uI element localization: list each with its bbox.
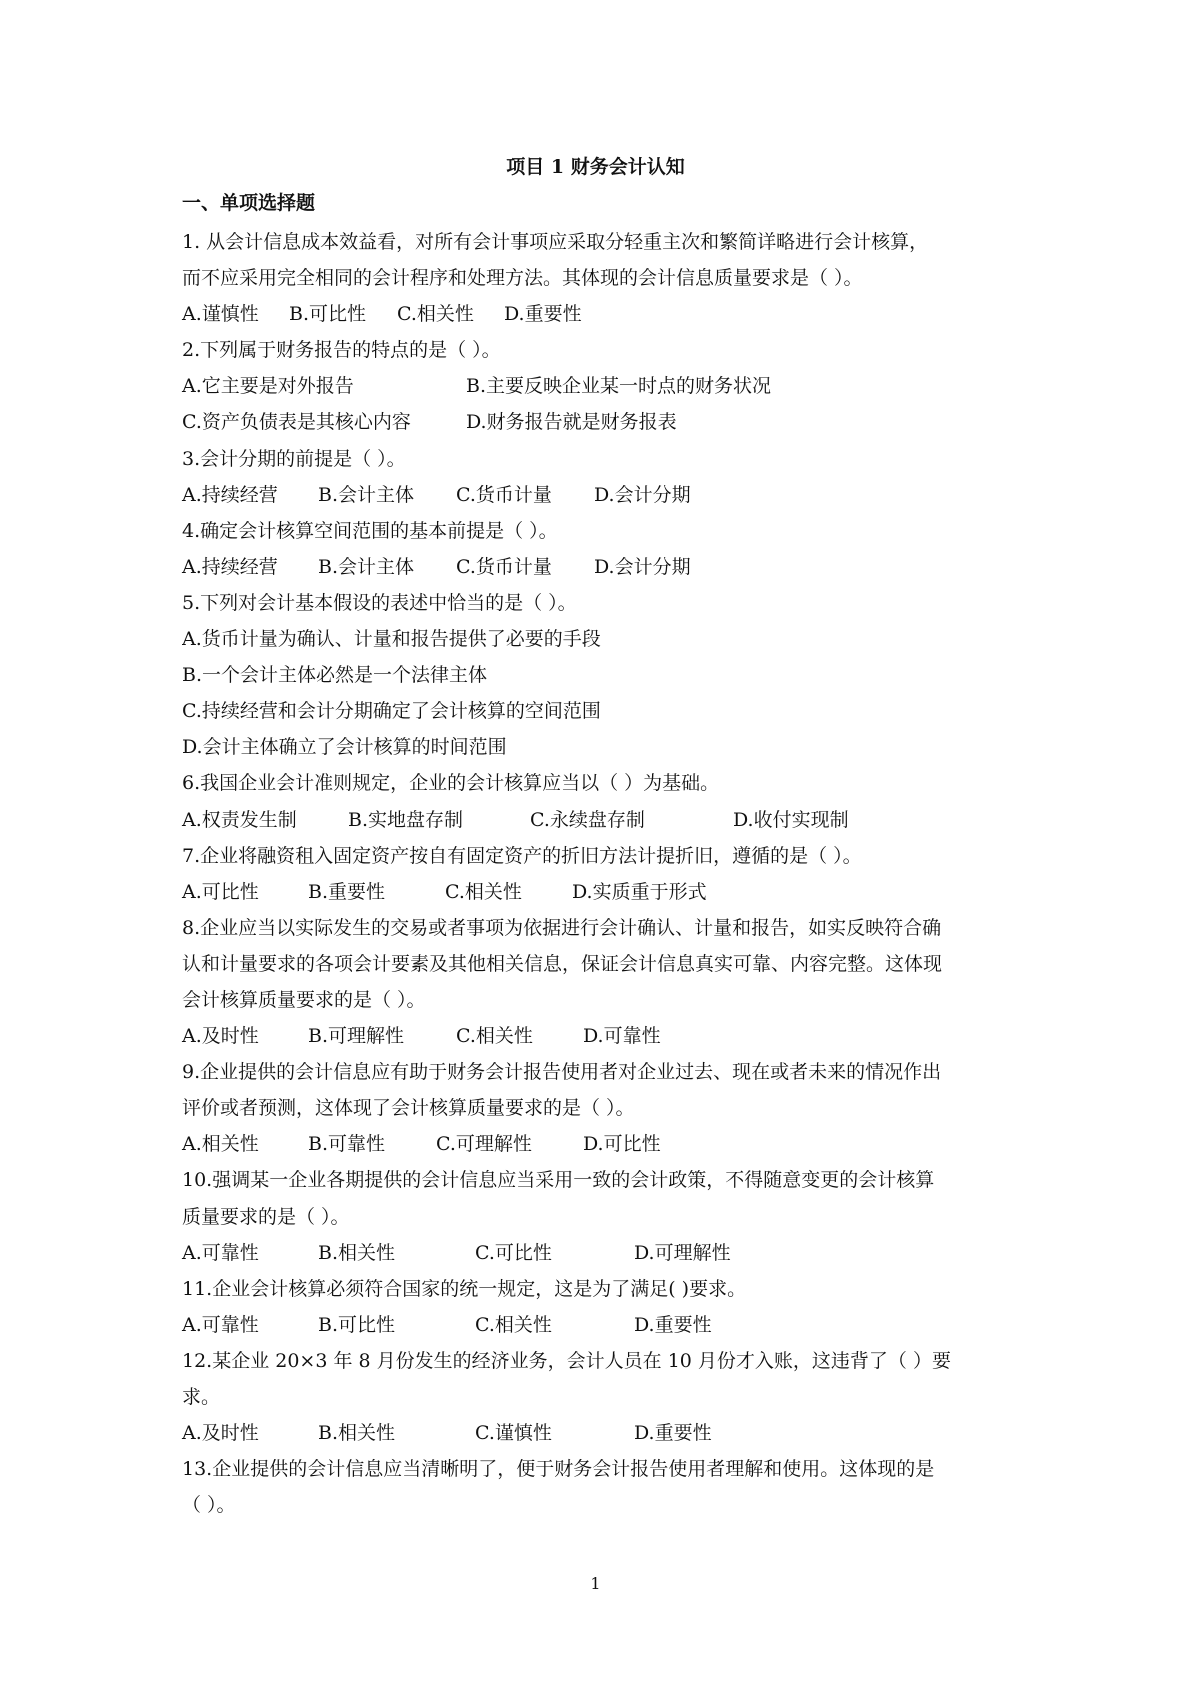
option-a: A.持续经营 [182, 483, 278, 506]
option-b: B.实地盘存制 [348, 808, 464, 831]
question-text: 6.我国企业会计准则规定，企业的会计核算应当以（ ）为基础。 [182, 772, 720, 795]
question-13 [182, 1451, 1022, 1523]
question-text: 13.企业提供的会计信息应当清晰明了，便于财务会计报告使用者理解和使用。这体现的是 [182, 1458, 935, 1481]
question-text: 5.下列对会计基本假设的表述中恰当的是（ ）。 [182, 591, 577, 614]
option-row [182, 1235, 1022, 1271]
question-text: 7.企业将融资租入固定资产按自有固定资产的折旧方法计提折旧，遵循的是（ ）。 [182, 844, 862, 867]
option-a: A.及时性 [182, 1025, 259, 1048]
option-c: C.谨慎性 [475, 1422, 552, 1445]
option-a: A.及时性 [182, 1422, 259, 1445]
option-b: B.会计主体 [318, 555, 415, 578]
question-text: （ ）。 [182, 1494, 236, 1517]
option-row [182, 874, 1022, 910]
page-title: 项目 1 财务会计认知 [506, 156, 685, 178]
option-d: D.实质重于形式 [572, 880, 707, 903]
option-b: B.可理解性 [308, 1025, 405, 1048]
question-5 [182, 585, 1022, 765]
question-text: 而不应采用完全相同的会计程序和处理方法。其体现的会计信息质量要求是（ ）。 [182, 267, 863, 290]
option-row [182, 1018, 1022, 1054]
option-row [182, 549, 1022, 585]
option-b: B.可比性 [318, 1313, 396, 1336]
option-a: A.可靠性 [182, 1313, 259, 1336]
option-c: C.永续盘存制 [530, 808, 645, 831]
question-text: 10.强调某一企业各期提供的会计信息应当采用一致的会计政策，不得随意变更的会计核算 [182, 1169, 935, 1192]
option-d: D.可理解性 [634, 1241, 731, 1264]
option-row [182, 477, 1022, 513]
option-d: D.可靠性 [583, 1025, 661, 1048]
option-row [182, 404, 1022, 440]
question-text: 9.企业提供的会计信息应有助于财务会计报告使用者对企业过去、现在或者未来的情况作出 [182, 1061, 942, 1084]
option-c: C.货币计量 [456, 555, 552, 578]
option-b: B.主要反映企业某一时点的财务状况 [466, 375, 772, 398]
option-d: D.重要性 [634, 1422, 712, 1445]
option-row [182, 1307, 1022, 1343]
question-text: 4.确定会计核算空间范围的基本前提是（ ）。 [182, 519, 558, 542]
option-c: C.可比性 [475, 1241, 552, 1264]
question-text: 会计核算质量要求的是（ ）。 [182, 988, 426, 1011]
option-b: B.可比性 [289, 303, 367, 326]
question-1 [182, 224, 1022, 332]
page-number: 1 [590, 1574, 601, 1593]
option-c: C.相关性 [445, 880, 522, 903]
question-2 [182, 332, 1022, 440]
option-b: B.相关性 [318, 1422, 396, 1445]
question-text: 认和计量要求的各项会计要素及其他相关信息，保证会计信息真实可靠、内容完整。这体现 [182, 952, 943, 975]
question-text: 3.会计分期的前提是（ ）。 [182, 447, 406, 470]
option-a: A.货币计量为确认、计量和报告提供了必要的手段 [182, 628, 601, 651]
question-10 [182, 1162, 1022, 1270]
question-text: 12.某企业 20×3 年 8 月份发生的经济业务，会计人员在 10 月份才入账，这违背了（ ）要 [182, 1349, 951, 1372]
question-text: 8.企业应当以实际发生的交易或者事项为依据进行会计确认、计量和报告，如实反映符合确 [182, 916, 942, 939]
option-d: D.重要性 [634, 1313, 712, 1336]
question-text: 1. 从会计信息成本效益看，对所有会计事项应采取分轻重主次和繁简详略进行会计核算， [182, 231, 929, 253]
option-a: A.谨慎性 [182, 303, 259, 326]
option-a: A.持续经营 [182, 555, 278, 578]
option-row [182, 802, 1022, 838]
option-b: B.可靠性 [308, 1133, 386, 1156]
question-11 [182, 1271, 1022, 1343]
question-3 [182, 441, 1022, 513]
option-row [182, 1415, 1022, 1451]
option-b: B.相关性 [318, 1241, 396, 1264]
option-c: C.可理解性 [436, 1133, 532, 1156]
question-text: 质量要求的是（ ）。 [182, 1205, 350, 1228]
question-12 [182, 1343, 1022, 1451]
option-d: D.会计分期 [594, 555, 691, 578]
question-4 [182, 513, 1022, 585]
option-d: D.重要性 [504, 303, 582, 326]
option-b: B.会计主体 [318, 483, 415, 506]
question-text: 2.下列属于财务报告的特点的是（ ）。 [182, 339, 501, 362]
question-text: 评价或者预测，这体现了会计核算质量要求的是（ ）。 [182, 1097, 635, 1120]
option-a: A.它主要是对外报告 [182, 375, 354, 398]
option-c: C.持续经营和会计分期确定了会计核算的空间范围 [182, 700, 601, 723]
option-c: C.相关性 [397, 303, 474, 326]
option-b: B.一个会计主体必然是一个法律主体 [182, 664, 488, 687]
question-9 [182, 1054, 1022, 1162]
question-list [182, 224, 1022, 1523]
option-row [182, 296, 1022, 332]
option-a: A.相关性 [182, 1133, 259, 1156]
option-b: B.重要性 [308, 880, 386, 903]
question-text: 11.企业会计核算必须符合国家的统一规定，这是为了满足( )要求。 [182, 1277, 747, 1300]
option-a: A.权责发生制 [182, 808, 297, 831]
option-d: D.财务报告就是财务报表 [466, 411, 677, 434]
question-7 [182, 838, 1022, 910]
option-d: D.可比性 [583, 1133, 661, 1156]
option-c: C.相关性 [456, 1025, 533, 1048]
option-c: C.货币计量 [456, 483, 552, 506]
option-d: D.会计主体确立了会计核算的时间范围 [182, 736, 507, 759]
option-a: A.可靠性 [182, 1241, 259, 1264]
option-c: C.资产负债表是其核心内容 [182, 411, 411, 434]
option-d: D.收付实现制 [733, 808, 849, 831]
question-text: 求。 [182, 1386, 221, 1408]
option-d: D.会计分期 [594, 483, 691, 506]
option-a: A.可比性 [182, 880, 259, 903]
section-heading: 一、单项选择题 [182, 192, 316, 214]
question-6 [182, 765, 1022, 837]
option-row [182, 368, 1022, 404]
option-row [182, 1126, 1022, 1162]
option-c: C.相关性 [475, 1313, 552, 1336]
question-8 [182, 910, 1022, 1054]
